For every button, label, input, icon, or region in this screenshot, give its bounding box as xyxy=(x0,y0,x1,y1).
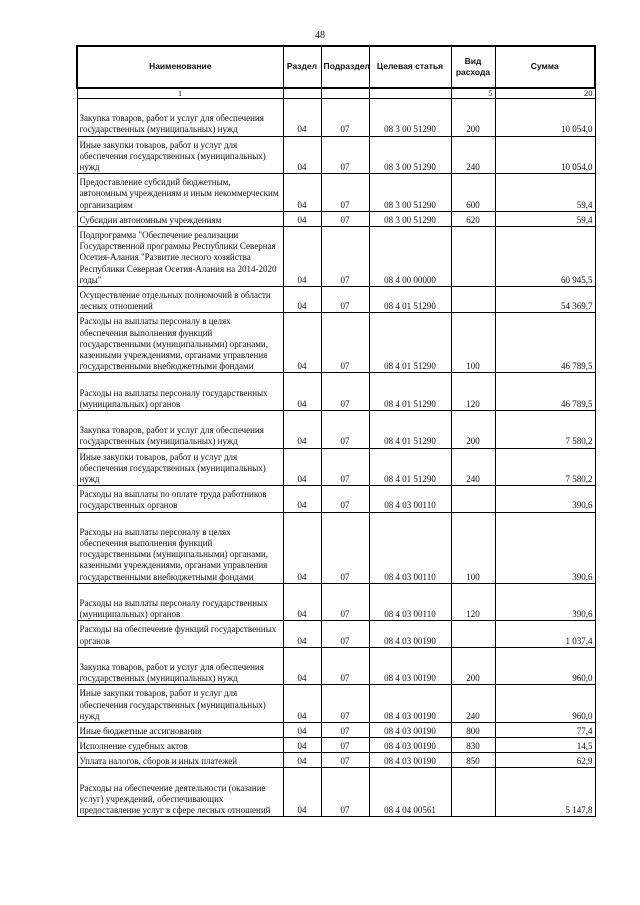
row-target: 08 4 01 51290 xyxy=(369,448,451,486)
row-target: 08 4 01 51290 xyxy=(369,410,451,448)
row-name xyxy=(77,286,283,312)
row-subsection: 07 xyxy=(321,768,369,817)
table-row xyxy=(77,373,595,411)
row-sum: 14,5 xyxy=(495,738,595,753)
row-sum: 46 789,5 xyxy=(495,373,595,411)
row-sum: 59,4 xyxy=(495,174,595,212)
row-sum: 10 054,0 xyxy=(495,136,595,174)
table-row xyxy=(77,174,595,212)
row-target: 08 4 03 00190 xyxy=(369,738,451,753)
row-name-text: Расходы на выплаты по оплате труда работников государственных органов xyxy=(79,489,267,511)
row-section: 04 xyxy=(283,99,321,137)
row-section: 04 xyxy=(283,286,321,312)
row-name xyxy=(77,512,283,583)
header-sum: Сумма xyxy=(495,46,595,88)
row-sum: 7 580,2 xyxy=(495,410,595,448)
row-name-text: Расходы на выплаты персоналу в целях обеспечения выполнения функций государственными (муниципальными) органами, казенными учреждениями, органами управления государственными внебюджетными фондами xyxy=(79,526,268,582)
column-number-row xyxy=(77,88,595,99)
column-number xyxy=(321,88,369,99)
table-row xyxy=(77,226,595,286)
row-name xyxy=(77,226,283,286)
column-number xyxy=(369,88,451,99)
row-section: 04 xyxy=(283,753,321,768)
row-expense-type: 120 xyxy=(451,583,495,621)
row-name-text: Подпрограмма "Обеспечение реализации Государственной программы Республики Северная Осетия-Алания "Развитие лесного хозяйства Республики Северная Осетия-Алания на 2014-2020 годы" xyxy=(79,229,277,285)
row-subsection: 07 xyxy=(321,685,369,723)
row-name xyxy=(77,583,283,621)
row-section: 04 xyxy=(283,226,321,286)
table-row xyxy=(77,211,595,226)
row-target: 08 4 03 00110 xyxy=(369,583,451,621)
row-name-text: Закупка товаров, работ и услуг для обеспечения государственных (муниципальных) нужд xyxy=(79,425,264,447)
row-target: 08 3 00 51290 xyxy=(369,174,451,212)
row-section: 04 xyxy=(283,685,321,723)
row-target: 08 4 03 00110 xyxy=(369,512,451,583)
row-name xyxy=(77,410,283,448)
row-name-text: Закупка товаров, работ и услуг для обеспечения государственных (муниципальных) нужд xyxy=(79,661,264,684)
row-name xyxy=(77,738,283,753)
table-row xyxy=(77,512,595,583)
table-row xyxy=(77,768,595,817)
row-name xyxy=(77,722,283,737)
row-section: 04 xyxy=(283,512,321,583)
row-name xyxy=(77,174,283,212)
header-section: Раздел xyxy=(283,46,321,88)
row-target: 08 4 03 00190 xyxy=(369,621,451,647)
table-row xyxy=(77,685,595,723)
table-row xyxy=(77,286,595,312)
page-number: 48 xyxy=(315,30,325,41)
row-section: 04 xyxy=(283,647,321,685)
table-row xyxy=(77,647,595,685)
row-subsection: 07 xyxy=(321,753,369,768)
row-name xyxy=(77,647,283,685)
row-name-text: Иные закупки товаров, работ и услуг для обеспечения государственных (муниципальных) нужд xyxy=(79,688,266,721)
row-section: 04 xyxy=(283,738,321,753)
header-name: Наименование xyxy=(77,46,283,88)
row-target: 08 3 00 51290 xyxy=(369,136,451,174)
row-section: 04 xyxy=(283,448,321,486)
row-name-text: Исполнение судебных актов xyxy=(79,741,188,752)
row-subsection: 07 xyxy=(321,136,369,174)
row-name-text: Расходы на обеспечение функций государственных органов xyxy=(79,624,277,646)
row-expense-type: 830 xyxy=(451,738,495,753)
row-target: 08 4 03 00110 xyxy=(369,486,451,512)
row-section: 04 xyxy=(283,410,321,448)
table-row xyxy=(77,136,595,174)
row-target: 08 4 03 00190 xyxy=(369,722,451,737)
row-subsection: 07 xyxy=(321,226,369,286)
row-sum: 60 945,5 xyxy=(495,226,595,286)
row-expense-type: 200 xyxy=(451,647,495,685)
header-subsection: Подраздел xyxy=(321,46,369,88)
row-expense-type xyxy=(451,486,495,512)
row-sum: 46 789,5 xyxy=(495,313,595,373)
row-expense-type: 850 xyxy=(451,753,495,768)
row-section: 04 xyxy=(283,211,321,226)
row-name xyxy=(77,373,283,411)
row-sum: 390,6 xyxy=(495,512,595,583)
row-section: 04 xyxy=(283,583,321,621)
row-target: 08 4 01 51290 xyxy=(369,286,451,312)
table-body xyxy=(77,88,595,817)
row-subsection: 07 xyxy=(321,647,369,685)
row-subsection: 07 xyxy=(321,211,369,226)
row-subsection: 07 xyxy=(321,583,369,621)
row-section: 04 xyxy=(283,313,321,373)
row-expense-type: 200 xyxy=(451,410,495,448)
table-row xyxy=(77,583,595,621)
row-expense-type: 240 xyxy=(451,136,495,174)
row-subsection: 07 xyxy=(321,722,369,737)
row-name xyxy=(77,685,283,723)
column-number xyxy=(283,88,321,99)
row-target: 08 4 01 51290 xyxy=(369,373,451,411)
row-expense-type: 800 xyxy=(451,722,495,737)
row-name-text: Расходы на обеспечение деятельности (оказание услуг) учреждений, обеспечивающих предоставление услуг в сфере лесных отношений xyxy=(79,782,271,816)
row-name-text: Иные бюджетные ассигнования xyxy=(79,725,202,736)
row-sum: 62,9 xyxy=(495,753,595,768)
budget-table xyxy=(76,45,596,817)
row-name-text: Иные закупки товаров, работ и услуг для обеспечения государственных (муниципальных) нужд xyxy=(79,451,266,484)
row-expense-type xyxy=(451,226,495,286)
column-number: 20 xyxy=(495,88,595,99)
row-expense-type: 200 xyxy=(451,99,495,137)
row-name-text: Предоставление субсидий бюджетным, автономным учреждениям и иным некоммерческим организациям xyxy=(79,177,279,210)
table-row xyxy=(77,753,595,768)
row-name-text: Расходы на выплаты персоналу государственных (муниципальных) органов xyxy=(79,597,268,620)
row-subsection: 07 xyxy=(321,621,369,647)
table-row xyxy=(77,99,595,137)
table-row xyxy=(77,738,595,753)
row-sum: 7 580,2 xyxy=(495,448,595,486)
row-subsection: 07 xyxy=(321,448,369,486)
row-expense-type xyxy=(451,768,495,817)
table-row xyxy=(77,313,595,373)
row-name xyxy=(77,486,283,512)
row-section: 04 xyxy=(283,373,321,411)
table-row xyxy=(77,410,595,448)
row-section: 04 xyxy=(283,722,321,737)
table-row xyxy=(77,621,595,647)
row-sum: 1 037,4 xyxy=(495,621,595,647)
row-sum: 960,0 xyxy=(495,647,595,685)
row-subsection: 07 xyxy=(321,313,369,373)
row-sum: 390,6 xyxy=(495,583,595,621)
row-name xyxy=(77,753,283,768)
row-subsection: 07 xyxy=(321,99,369,137)
row-name xyxy=(77,768,283,817)
row-name-text: Иные закупки товаров, работ и услуг для обеспечения государственных (муниципальных) нужд xyxy=(79,139,266,172)
column-number: 1 xyxy=(77,88,283,99)
row-target: 08 4 03 00190 xyxy=(369,647,451,685)
header-target: Целевая статья xyxy=(369,46,451,88)
row-target: 08 4 04 00561 xyxy=(369,768,451,817)
row-name xyxy=(77,136,283,174)
row-subsection: 07 xyxy=(321,486,369,512)
row-name xyxy=(77,621,283,647)
row-name-text: Расходы на выплаты персоналу в целях обеспечения выполнения функций государственными (муниципальными) органами, казенными учреждениями, органами управления государственными внебюджетными фондами xyxy=(79,316,268,372)
row-name xyxy=(77,211,283,226)
row-expense-type: 100 xyxy=(451,313,495,373)
row-name-text: Закупка товаров, работ и услуг для обеспечения государственных (муниципальных) нужд xyxy=(79,113,264,135)
row-sum: 960,0 xyxy=(495,685,595,723)
row-sum: 59,4 xyxy=(495,211,595,226)
row-name xyxy=(77,99,283,137)
row-target: 08 3 00 51290 xyxy=(369,99,451,137)
row-target: 08 4 03 00190 xyxy=(369,685,451,723)
row-sum: 390,6 xyxy=(495,486,595,512)
row-name xyxy=(77,448,283,486)
row-subsection: 07 xyxy=(321,286,369,312)
row-expense-type: 600 xyxy=(451,174,495,212)
row-subsection: 07 xyxy=(321,738,369,753)
row-sum: 77,4 xyxy=(495,722,595,737)
row-sum: 10 054,0 xyxy=(495,99,595,137)
row-expense-type xyxy=(451,286,495,312)
row-subsection: 07 xyxy=(321,373,369,411)
row-target: 08 4 01 51290 xyxy=(369,313,451,373)
row-target: 08 4 00 00000 xyxy=(369,226,451,286)
row-expense-type: 120 xyxy=(451,373,495,411)
row-name-text: Уплата налогов, сборов и иных платежей xyxy=(79,756,238,767)
table-row xyxy=(77,448,595,486)
row-target: 08 3 00 51290 xyxy=(369,211,451,226)
row-section: 04 xyxy=(283,486,321,512)
row-name-text: Субсидии автономным учреждениям xyxy=(79,214,222,225)
column-number: 5 xyxy=(451,88,495,99)
row-subsection: 07 xyxy=(321,512,369,583)
row-expense-type: 620 xyxy=(451,211,495,226)
row-expense-type: 240 xyxy=(451,448,495,486)
row-section: 04 xyxy=(283,621,321,647)
row-section: 04 xyxy=(283,174,321,212)
row-sum: 54 369,7 xyxy=(495,286,595,312)
row-expense-type: 100 xyxy=(451,512,495,583)
row-expense-type xyxy=(451,621,495,647)
header-row xyxy=(77,46,595,88)
row-section: 04 xyxy=(283,768,321,817)
row-name xyxy=(77,313,283,373)
row-name-text: Расходы на выплаты персоналу государственных (муниципальных) органов xyxy=(79,387,268,409)
row-target: 08 4 03 00190 xyxy=(369,753,451,768)
header-expense-type: Вид расхода xyxy=(451,46,495,88)
row-subsection: 07 xyxy=(321,410,369,448)
row-subsection: 07 xyxy=(321,174,369,212)
table-row xyxy=(77,722,595,737)
row-section: 04 xyxy=(283,136,321,174)
row-sum: 5 147,8 xyxy=(495,768,595,817)
row-name-text: Осуществление отдельных полномочий в области лесных отношений xyxy=(79,289,271,312)
row-expense-type: 240 xyxy=(451,685,495,723)
table-row xyxy=(77,486,595,512)
